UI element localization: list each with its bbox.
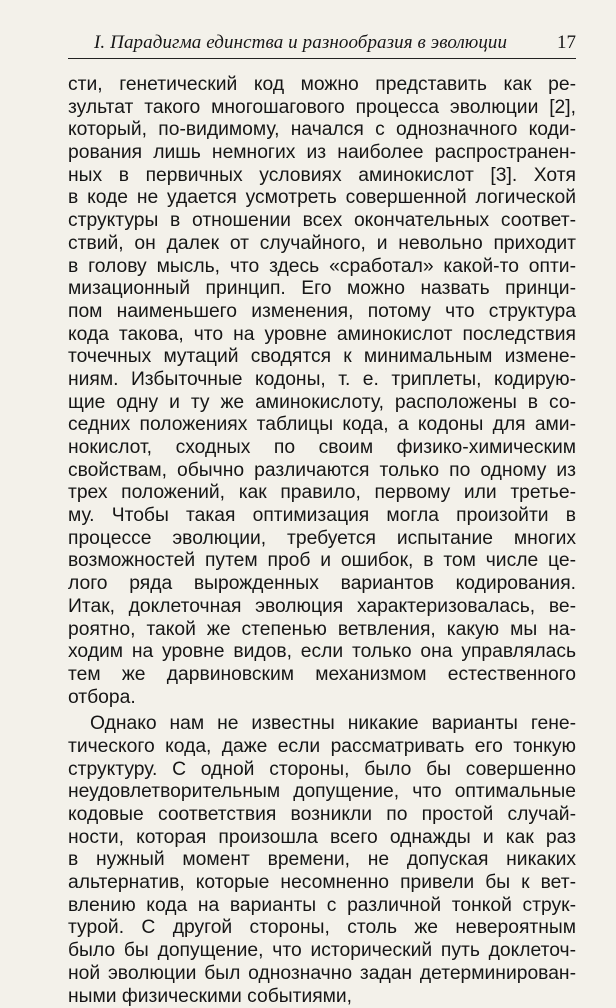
text-line: альтернатив, которые несомненно привели бы к вет- [68, 872, 576, 895]
text-line: пом наименьшего изменения, потому что структура [68, 301, 576, 324]
text-line: щие одну и ту же аминокислоту, расположены в со- [68, 392, 576, 415]
text-line: точечных мутаций сводятся к минимальным измене- [68, 346, 576, 369]
text-line: мизационный принцип. Его можно назвать принци- [68, 278, 576, 301]
text-line: Однако нам не известны никакие варианты гене- [68, 713, 576, 736]
text-line: тического кода, даже если рассматривать его тонкую [68, 736, 576, 759]
text-line: турой. С другой стороны, столь же невероятным [68, 917, 576, 940]
text-line: кодовые соответствия возникли по простой случай- [68, 804, 576, 827]
paragraph [68, 713, 576, 1008]
text-line: ниям. Избыточные кодоны, т. е. триплеты, кодирую- [68, 369, 576, 392]
page-number: 17 [557, 32, 576, 54]
text-line: рования лишь немногих из наиболее распространен- [68, 142, 576, 165]
body-text [68, 74, 576, 1008]
text-line: ных в первичных условиях аминокислот [3]. Хотя [68, 165, 576, 188]
text-line: седних положениях таблицы кода, а кодоны для ами- [68, 414, 576, 437]
text-line: сти, генетический код можно представить как ре- [68, 74, 576, 97]
text-line: му. Чтобы такая оптимизация могла произойти в [68, 505, 576, 528]
text-line: в коде не удается усмотреть совершенной логической [68, 187, 576, 210]
text-line: нокислот, сходных по своим физико-химическим [68, 437, 576, 460]
text-line: структуры в отношении всех окончательных соответ- [68, 210, 576, 233]
text-line: процессе эволюции, требуется испытание многих [68, 528, 576, 551]
text-line: тем же дарвиновским механизмом естественного [68, 664, 576, 687]
text-line: ными физическими событиями, [68, 986, 576, 1008]
text-line: ствий, он далек от случайного, и невольно приходит [68, 233, 576, 256]
text-line: трех положений, как правило, первому или третье- [68, 482, 576, 505]
text-line: зультат такого многошагового процесса эволюции [2], [68, 97, 576, 120]
text-line: ности, которая произошла всего однажды и как раз [68, 827, 576, 850]
text-line: ной эволюции был однозначно задан детерминирован- [68, 963, 576, 986]
text-line: Итак, доклеточная эволюция характеризовалась, ве- [68, 596, 576, 619]
text-line: который, по-видимому, начался с однозначного коди- [68, 119, 576, 142]
text-line: влению кода на варианты с различной тонкой струк- [68, 895, 576, 918]
text-line: лого ряда вырожденных вариантов кодирования. [68, 573, 576, 596]
running-title: I. Парадигма единства и разнообразия в эволюции [94, 32, 507, 54]
text-line: роятно, такой же степенью ветвления, какую мы на- [68, 619, 576, 642]
text-line: в нужный момент времени, не допуская никаких [68, 849, 576, 872]
text-line: неудовлетворительным допущение, что оптимальные [68, 781, 576, 804]
text-line: было бы допущение, что исторический путь доклеточ- [68, 940, 576, 963]
text-line: возможностей путем проб и ошибок, в том числе це- [68, 550, 576, 573]
text-line: свойствам, обычно различаются только по одному из [68, 460, 576, 483]
text-line: структуру. С одной стороны, было бы совершенно [68, 759, 576, 782]
text-line: в голову мысль, что здесь «сработал» какой-то опти- [68, 256, 576, 279]
text-line: ходим на уровне видов, если только она управлялась [68, 641, 576, 664]
paragraph [68, 74, 576, 709]
text-line: отбора. [68, 687, 576, 710]
text-line: кода такова, что на уровне аминокислот последствия [68, 324, 576, 347]
running-header [68, 30, 576, 59]
